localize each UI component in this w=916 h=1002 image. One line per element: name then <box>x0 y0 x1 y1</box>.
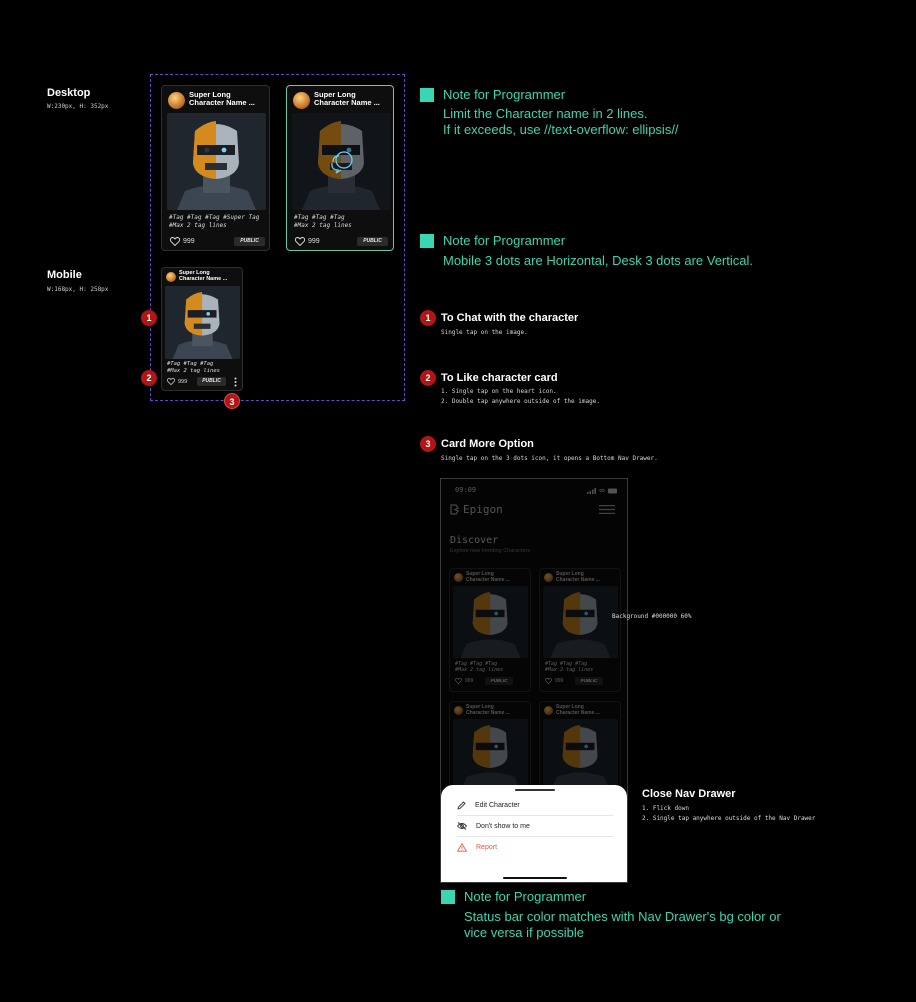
note-body: Status bar color matches with Nav Drawer's bg color or vice versa if possible <box>464 909 781 941</box>
heart-icon[interactable] <box>295 237 305 246</box>
character-image[interactable] <box>167 113 266 210</box>
desktop-card-hover[interactable] <box>286 85 394 251</box>
visibility-badge: PUBLIC <box>357 237 388 246</box>
close-drawer-title: Close Nav Drawer <box>642 788 736 800</box>
chat-icon[interactable] <box>329 150 355 174</box>
step-desc: 1. Single tap on the heart icon. 2. Double tap anywhere outside of the image. <box>441 388 600 406</box>
note-body: Mobile 3 dots are Horizontal, Desk 3 dots are Vertical. <box>443 253 753 268</box>
note-marker <box>420 234 434 248</box>
drawer-item-hide[interactable]: Don't show to me <box>457 816 613 837</box>
warning-icon <box>457 843 467 852</box>
character-name: Super Long Character Name ... <box>179 270 228 283</box>
note-marker <box>441 890 455 904</box>
note-body: Limit the Character name in 2 lines. If it exceeds, use //text-overflow: ellipsis// <box>443 106 679 138</box>
heart-icon[interactable] <box>167 378 175 385</box>
step-marker: 2 <box>420 370 436 386</box>
drawer-handle[interactable] <box>515 789 555 791</box>
home-indicator <box>503 877 567 879</box>
avatar <box>293 92 310 109</box>
step-marker: 1 <box>420 310 436 326</box>
note-heading: Note for Programmer <box>443 233 566 248</box>
heart-icon[interactable] <box>170 237 180 246</box>
more-vertical-icon[interactable] <box>234 377 237 387</box>
desktop-card-default[interactable] <box>161 85 270 251</box>
character-image[interactable] <box>292 113 390 210</box>
like-control[interactable] <box>170 237 195 246</box>
tag-list: #Tag #Tag #Tag #Max 2 tag lines <box>294 214 352 229</box>
like-control[interactable] <box>167 378 187 385</box>
step-title: Card More Option <box>441 438 534 450</box>
mobile-card[interactable] <box>161 267 243 391</box>
close-drawer-desc: 1. Flick down 2. Single tap anywhere outside of the Nav Drawer <box>642 805 816 823</box>
marker-3: 3 <box>224 393 240 409</box>
step-desc: Single tap on the 3 dots icon, it opens a Bottom Nav Drawer. <box>441 455 658 462</box>
tag-list: #Tag #Tag #Tag #Max 2 tag lines <box>167 361 220 374</box>
note-heading: Note for Programmer <box>464 889 587 904</box>
marker-1: 1 <box>141 310 157 326</box>
note-heading: Note for Programmer <box>443 87 566 102</box>
character-name: Super Long Character Name ... <box>189 90 255 108</box>
background-note: Background #000000 60% <box>612 613 692 620</box>
step-title: To Chat with the character <box>441 312 579 324</box>
drawer-item-report[interactable]: Report <box>457 837 613 858</box>
step-desc: Single tap on the image. <box>441 329 528 336</box>
mobile-dims: W:168px, H: 258px <box>47 286 109 293</box>
drawer-item-edit[interactable]: Edit Character <box>457 795 613 816</box>
avatar <box>166 272 176 282</box>
pencil-icon <box>457 801 466 810</box>
phone-mockup <box>440 478 628 883</box>
step-title: To Like character card <box>441 372 558 384</box>
like-control[interactable] <box>295 237 320 246</box>
like-count: 999 <box>308 238 320 245</box>
desktop-title: Desktop <box>47 87 91 99</box>
note-marker <box>420 88 434 102</box>
character-name: Super Long Character Name ... <box>314 90 380 108</box>
marker-2: 2 <box>141 370 157 386</box>
avatar <box>168 92 185 109</box>
desktop-dims: W:230px, H: 352px <box>47 103 109 110</box>
like-count: 999 <box>183 238 195 245</box>
bottom-nav-drawer <box>441 785 627 882</box>
step-marker: 3 <box>420 436 436 452</box>
character-image[interactable] <box>165 286 240 359</box>
visibility-badge: PUBLIC <box>234 237 265 246</box>
like-count: 999 <box>178 378 188 385</box>
visibility-badge: PUBLIC <box>197 377 226 386</box>
tag-list: #Tag #Tag #Tag #Super Tag #Max 2 tag lines <box>169 214 260 229</box>
eye-off-icon <box>457 822 467 830</box>
mobile-title: Mobile <box>47 269 82 281</box>
